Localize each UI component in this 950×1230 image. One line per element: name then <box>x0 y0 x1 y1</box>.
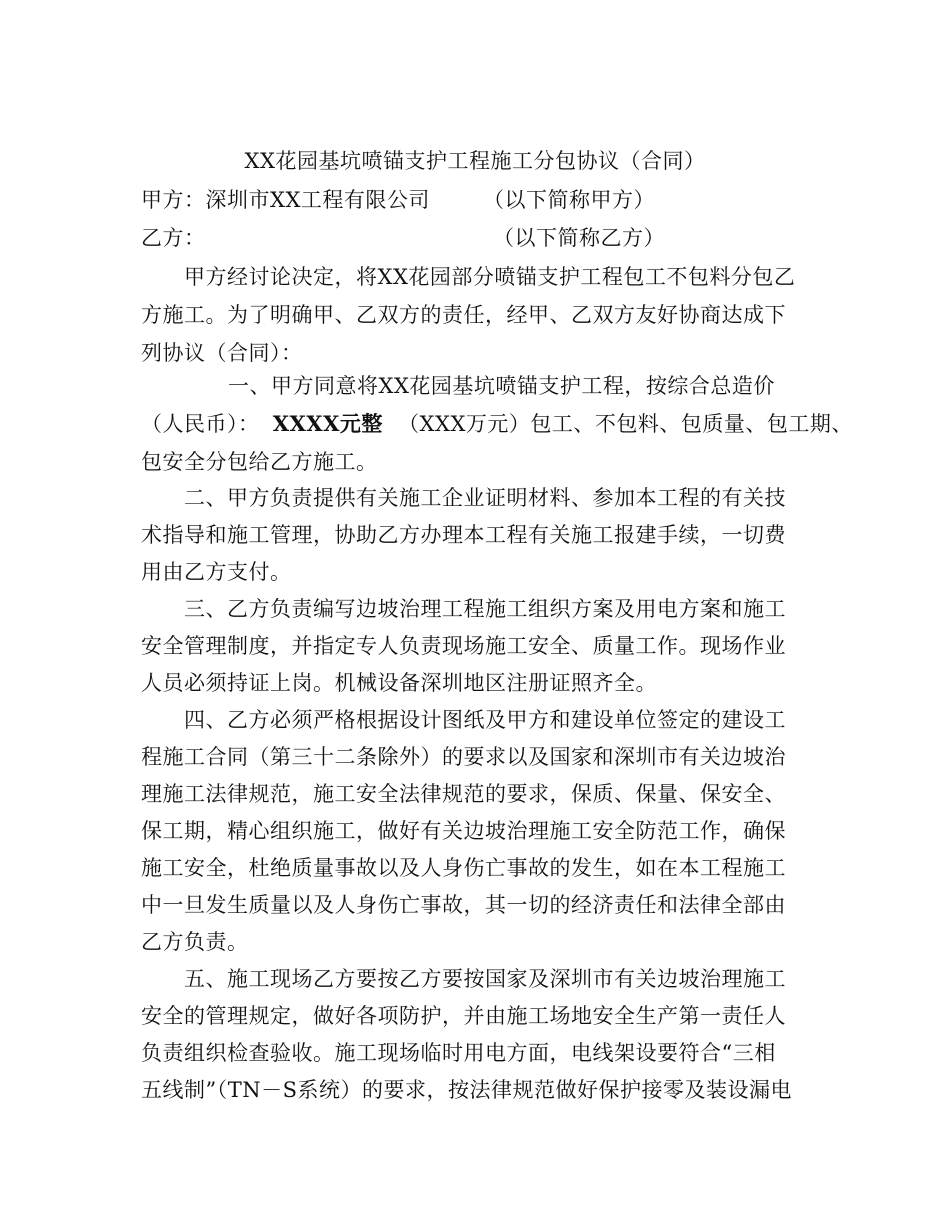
clause5-line-2: 安全的管理规定，做好各项防护，并由施工场地安全生产第一责任人 <box>141 1004 786 1028</box>
clause5-line-1: 五、施工现场乙方要按乙方要按国家及深圳市有关边坡治理施工 <box>184 967 786 991</box>
clause2-line-1: 二、甲方负责提供有关施工企业证明材料、参加本工程的有关技 <box>184 486 786 510</box>
contract-amount: XXXX元整 <box>272 411 383 436</box>
clause4-line-5: 施工安全，杜绝质量事故以及人身伤亡事故的发生，如在本工程施工 <box>141 856 786 880</box>
intro-line-2: 方施工。为了明确甲、乙双方的责任，经甲、乙双方友好协商达成下 <box>141 303 786 327</box>
clause4-line-2: 程施工合同（第三十二条除外）的要求以及国家和深圳市有关边坡治 <box>141 745 786 769</box>
clause3-line-1: 三、乙方负责编写边坡治理工程施工组织方案及用电方案和施工 <box>184 597 786 621</box>
party-b-note: （以下简称乙方） <box>493 226 665 250</box>
clause2-line-3: 用由乙方支付。 <box>141 560 292 584</box>
clause4-line-1: 四、乙方必须严格根据设计图纸及甲方和建设单位签定的建设工 <box>184 708 786 732</box>
clause2-line-2: 术指导和施工管理，协助乙方办理本工程有关施工报建手续，一切费 <box>141 523 786 547</box>
party-a-label: 甲方：深圳市XX工程有限公司 <box>141 188 430 212</box>
clause5-line-3: 负责组织检查验收。施工现场临时用电方面，电线架设要符合“三相 <box>141 1041 776 1065</box>
clause3-line-2: 安全管理制度，并指定专人负责现场施工安全、质量工作。现场作业 <box>141 634 786 658</box>
clause1-line-3: 包安全分包给乙方施工。 <box>141 450 378 474</box>
intro-line-1: 甲方经讨论决定，将XX花园部分喷锚支护工程包工不包料分包乙 <box>184 265 796 289</box>
intro-line-3: 列协议（合同）： <box>141 341 303 365</box>
clause1-line-1: 一、甲方同意将XX花园基坑喷锚支护工程，按综合总造价 <box>228 374 775 398</box>
clause4-line-7: 乙方负责。 <box>141 930 249 954</box>
document-title: XX花园基坑喷锚支护工程施工分包协议（合同） <box>244 149 706 173</box>
clause3-line-3: 人员必须持证上岗。机械设备深圳地区注册证照齐全。 <box>141 671 657 695</box>
clause1-terms: （XXX万元）包工、不包料、包质量、包工期、 <box>398 412 853 436</box>
clause4-line-6: 中一旦发生质量以及人身伤亡事故，其一切的经济责任和法律全部由 <box>141 893 786 917</box>
clause4-line-4: 保工期，精心组织施工，做好有关边坡治理施工安全防范工作，确保 <box>141 819 786 843</box>
clause1-currency-label: （人民币）： <box>141 412 260 436</box>
party-b-label: 乙方： <box>141 226 206 250</box>
clause4-line-3: 理施工法律规范，施工安全法律规范的要求，保质、保量、保安全、 <box>141 782 786 806</box>
clause1-line-2 <box>141 411 853 437</box>
party-a-note: （以下简称甲方） <box>483 188 655 212</box>
clause5-line-4: 五线制”（TN－S系统）的要求，按法律规范做好保护接零及装设漏电 <box>141 1078 793 1102</box>
